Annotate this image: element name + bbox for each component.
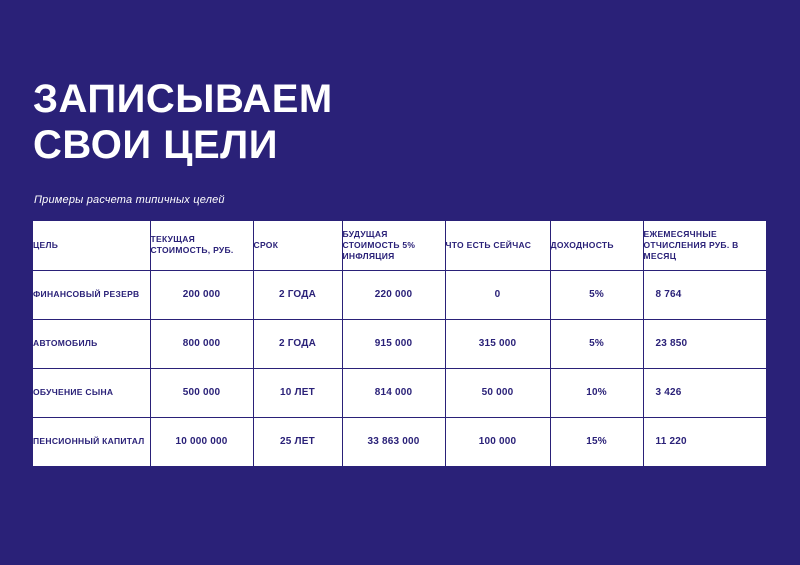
- cell-current-cost: 10 000 000: [150, 417, 253, 466]
- cell-current-cost: 800 000: [150, 319, 253, 368]
- column-header-monthly: ЕЖЕМЕСЯЧНЫЕ ОТЧИСЛЕНИЯ РУБ. В МЕСЯЦ: [643, 221, 766, 270]
- cell-future-cost: 915 000: [342, 319, 445, 368]
- cell-yield: 5%: [550, 270, 643, 319]
- cell-future-cost: 814 000: [342, 368, 445, 417]
- cell-future-cost: 33 863 000: [342, 417, 445, 466]
- column-header-future-cost: БУДУЩАЯ СТОИМОСТЬ 5% ИНФЛЯЦИЯ: [342, 221, 445, 270]
- table-row: [33, 417, 766, 466]
- cell-goal: ФИНАНСОВЫЙ РЕЗЕРВ: [33, 270, 150, 319]
- column-header-current-cost: ТЕКУЩАЯ СТОИМОСТЬ, РУБ.: [150, 221, 253, 270]
- cell-goal: АВТОМОБИЛЬ: [33, 319, 150, 368]
- cell-monthly: 11 220: [643, 417, 766, 466]
- cell-term: 2 ГОДА: [253, 270, 342, 319]
- title-line-1: ЗАПИСЫВАЕМ: [33, 77, 333, 121]
- table-body: [33, 270, 766, 466]
- cell-term: 2 ГОДА: [253, 319, 342, 368]
- cell-have-now: 0: [445, 270, 550, 319]
- cell-yield: 5%: [550, 319, 643, 368]
- cell-yield: 15%: [550, 417, 643, 466]
- cell-have-now: 315 000: [445, 319, 550, 368]
- cell-monthly: 3 426: [643, 368, 766, 417]
- table-header-row: [33, 221, 766, 270]
- cell-term: 10 ЛЕТ: [253, 368, 342, 417]
- cell-monthly: 8 764: [643, 270, 766, 319]
- goals-table: [33, 221, 766, 466]
- table-row: [33, 368, 766, 417]
- column-header-goal: ЦЕЛЬ: [33, 221, 150, 270]
- title-line-2: СВОИ ЦЕЛИ: [33, 123, 278, 167]
- column-header-term: СРОК: [253, 221, 342, 270]
- cell-yield: 10%: [550, 368, 643, 417]
- cell-term: 25 ЛЕТ: [253, 417, 342, 466]
- table-row: [33, 270, 766, 319]
- cell-have-now: 100 000: [445, 417, 550, 466]
- subtitle: Примеры расчета типичных целей: [34, 194, 225, 206]
- table-header: [33, 221, 766, 270]
- cell-have-now: 50 000: [445, 368, 550, 417]
- table-row: [33, 319, 766, 368]
- cell-current-cost: 500 000: [150, 368, 253, 417]
- cell-goal: ПЕНСИОННЫЙ КАПИТАЛ: [33, 417, 150, 466]
- cell-goal: ОБУЧЕНИЕ СЫНА: [33, 368, 150, 417]
- cell-monthly: 23 850: [643, 319, 766, 368]
- cell-current-cost: 200 000: [150, 270, 253, 319]
- cell-future-cost: 220 000: [342, 270, 445, 319]
- page-title: [33, 76, 733, 168]
- column-header-yield: ДОХОДНОСТЬ: [550, 221, 643, 270]
- goals-table-wrapper: [33, 221, 766, 466]
- column-header-have-now: ЧТО ЕСТЬ СЕЙЧАС: [445, 221, 550, 270]
